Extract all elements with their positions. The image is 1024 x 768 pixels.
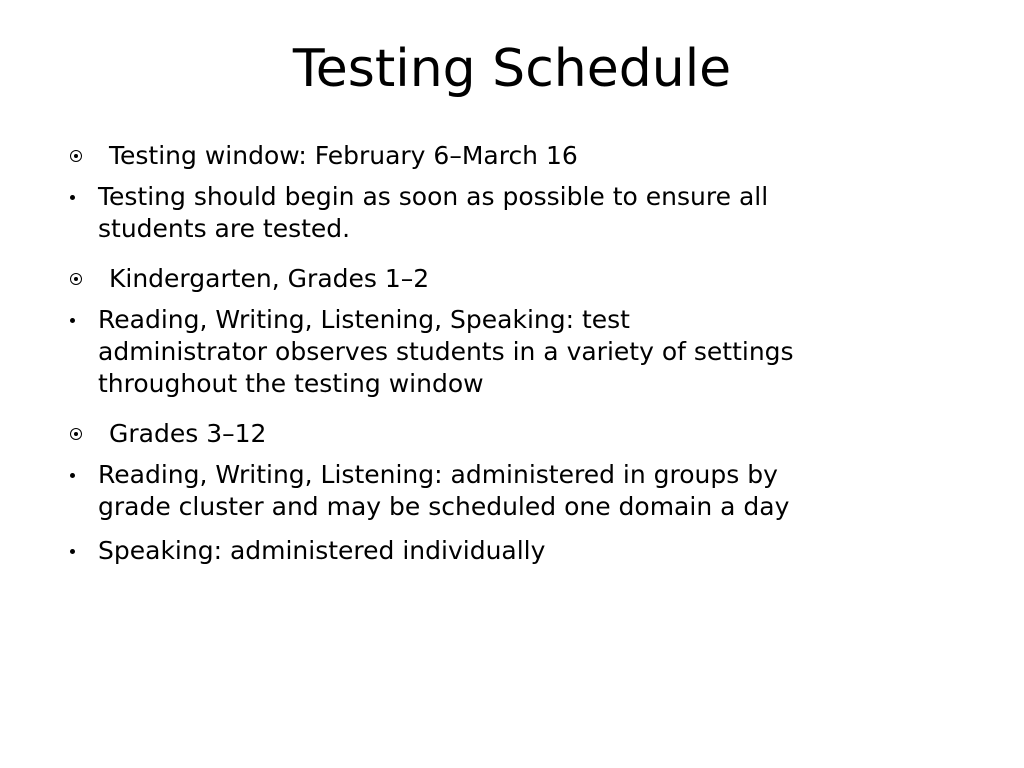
sub-bullet-text: Speaking: administered individually [98, 536, 546, 565]
sub-bullet-text: Testing should begin as soon as possible to ensure all students are tested. [98, 182, 769, 243]
sub-bullet-item [19, 535, 803, 567]
sub-bullet-list [64, 459, 944, 567]
bullet-group [64, 263, 944, 400]
radio-bullet-icon [70, 273, 82, 285]
dot-bullet-icon [70, 195, 75, 200]
slide-title: Testing Schedule [292, 39, 732, 99]
bullet-item [64, 263, 944, 295]
bullet-item [64, 418, 944, 450]
bullet-text: Kindergarten, Grades 1–2 [109, 264, 430, 293]
bullet-group [64, 140, 944, 245]
bullet-text: Grades 3–12 [109, 419, 267, 448]
sub-bullet-list [64, 304, 944, 400]
bullet-group [64, 418, 944, 567]
dot-bullet-icon [70, 318, 75, 323]
radio-bullet-icon [70, 428, 82, 440]
sub-bullet-text: Reading, Writing, Listening, Speaking: test administrator observes students in a variety of settings throughout the testing window [98, 305, 794, 398]
bullet-item [64, 140, 944, 172]
bullet-text: Testing window: February 6–March 16 [109, 141, 578, 170]
sub-bullet-text: Reading, Writing, Listening: administered in groups by grade cluster and may be scheduled one domain a day [98, 460, 790, 521]
sub-bullet-list [64, 181, 944, 245]
sub-bullet-item [19, 304, 803, 400]
radio-bullet-icon [70, 150, 82, 162]
sub-bullet-item [19, 459, 803, 523]
slide-content [64, 140, 944, 585]
sub-bullet-item [19, 181, 858, 245]
dot-bullet-icon [70, 549, 75, 554]
dot-bullet-icon [70, 473, 75, 478]
